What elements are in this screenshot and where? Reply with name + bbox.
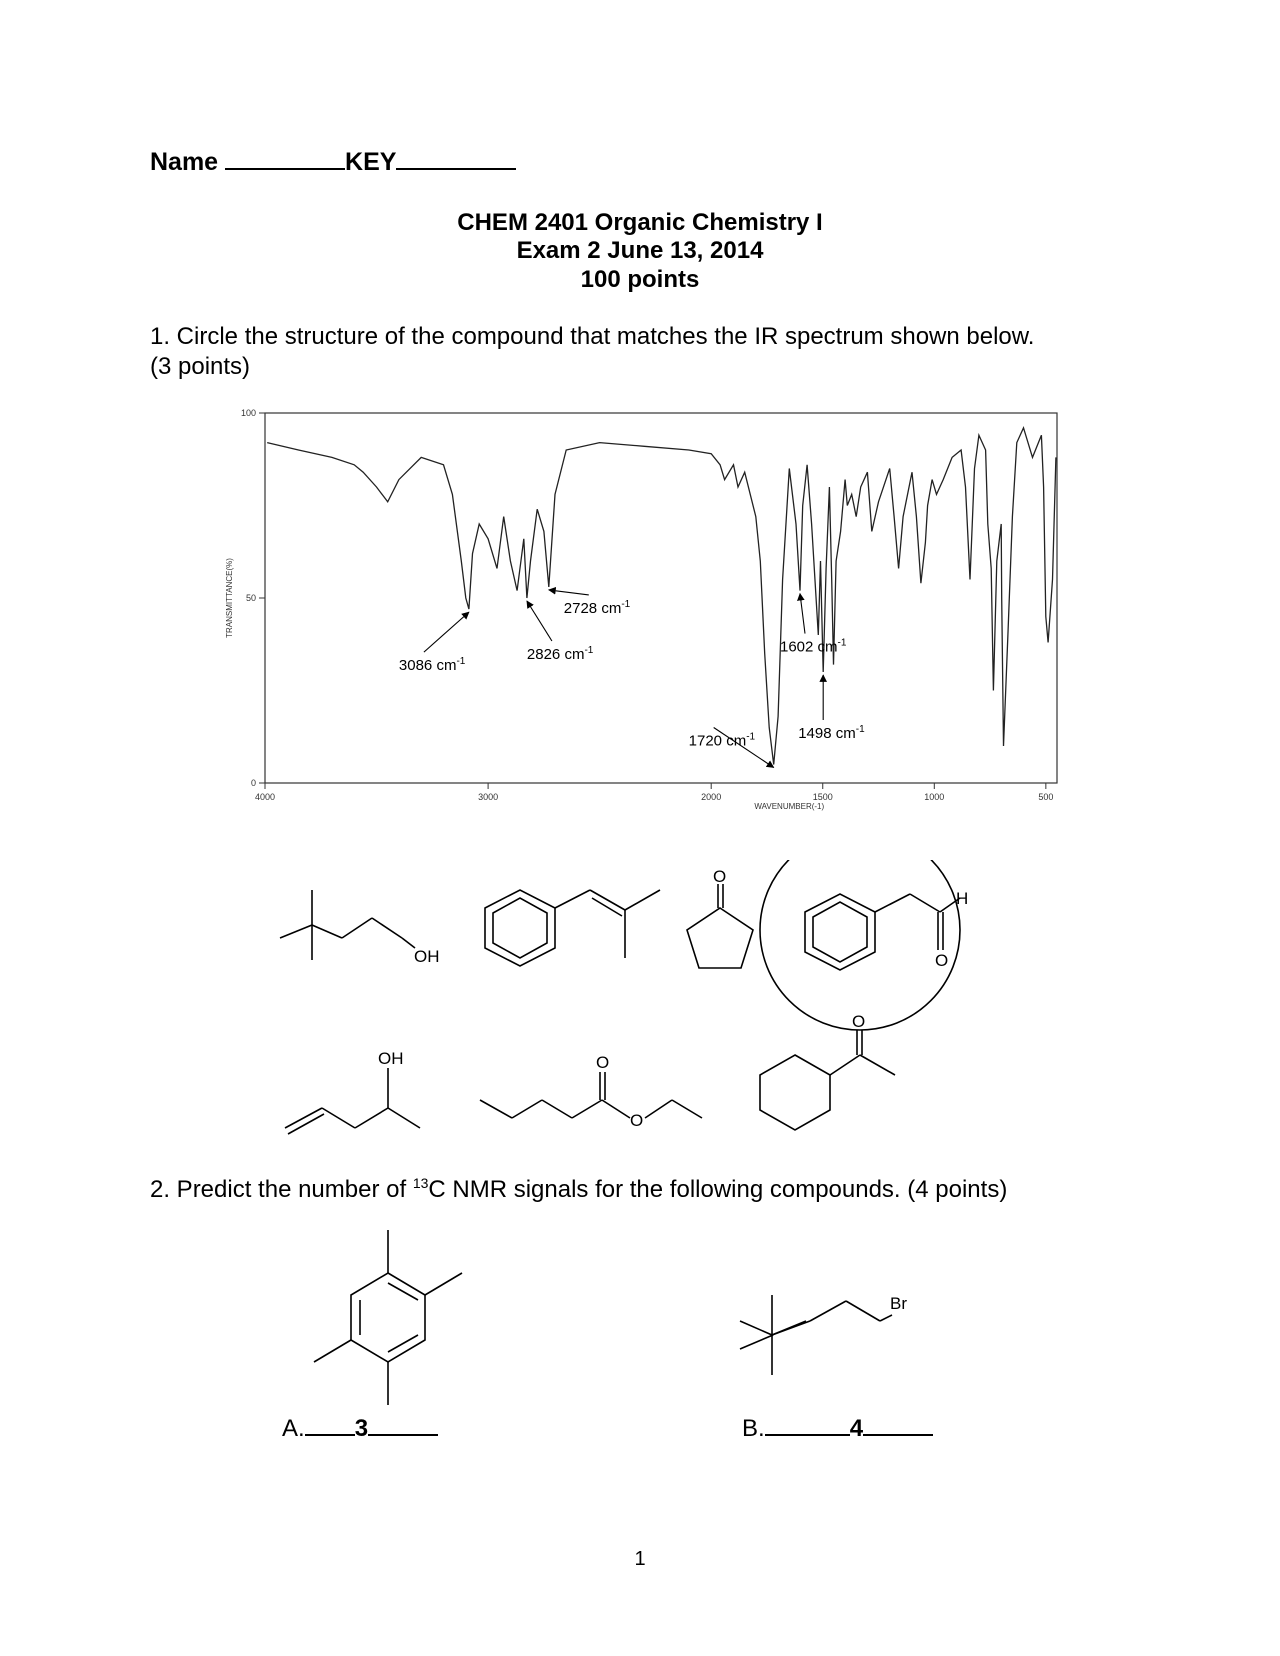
question-2-suffix: C NMR signals for the following compounds. (4 points) [428,1176,1008,1203]
course-title: CHEM 2401 Organic Chemistry I [457,209,823,236]
x-tick-label-2: 2000 [701,792,722,802]
annotation-label-3: 1720 $cm^{-1}$ [688,731,756,750]
answer-b-label: B. [742,1415,765,1442]
answer-a-blank-left [305,1412,355,1436]
annotation-label-1: 2826 $cm^{-1}$ [526,645,594,663]
annotation-label-2: 2728 $cm^{-1}$ [563,598,631,617]
q1-structures [260,860,1020,1175]
label-o-aldehyde: O [935,951,949,970]
answer-b-blank-right [863,1412,933,1436]
answer-a [282,1412,438,1443]
exam-date: Exam 2 June 13, 2014 [516,237,764,264]
answer-a-label: A. [282,1415,305,1442]
answer-b [742,1412,933,1443]
annotation-label-4: 1602 $cm^{-1}$ [779,637,847,656]
annotation-label-5: 1498 $cm^{-1}$ [798,724,865,742]
ir-axes [225,408,1053,811]
y-tick-label-2: 0 [250,778,256,788]
structure-cyclopentanone[interactable] [687,884,753,968]
x-tick-label-5: 500 [1038,792,1054,802]
ir-spectrum-chart [220,405,1070,815]
structure-cyclohexyl-ketone[interactable] [760,1030,895,1130]
answer-a-blank-right [368,1412,438,1436]
structure-phenylacetaldehyde[interactable] [760,860,960,1030]
name-value: KEY [345,148,397,176]
y-axis-label: TRANSMITTANCE(%) [225,558,234,638]
x-tick-label-0: 4000 [254,792,276,802]
annotation-arrow-0 [424,612,469,652]
annotation-arrow-2 [549,590,589,595]
structure-ethyl-pentanoate[interactable] [480,1072,702,1118]
answer-a-value: 3 [354,1415,369,1442]
structure-phenyl-alkene[interactable] [485,890,660,966]
label-o-ester-carbonyl: O [596,1053,610,1072]
label-o-ketone-2: O [852,1012,866,1031]
answer-b-value: 4 [849,1415,864,1442]
question-1-text: 1. Circle the structure of the compound that matches the IR spectrum shown below. [150,323,1035,350]
question-2-prefix: 2. Predict the number of [150,1176,413,1203]
name-label: Name [150,148,219,176]
structure-pentenol[interactable] [285,1068,420,1134]
label-h-aldehyde: H [956,889,969,908]
x-tick-label-1: 3000 [478,792,499,802]
label-oh-2: OH [378,1049,404,1068]
label-oh-1: OH [414,947,440,966]
plot-frame [265,413,1057,783]
label-br: Br [890,1294,907,1313]
name-blank-left [225,146,345,170]
annotation-label-0: 3086 $cm^{-1}$ [398,656,466,675]
structure-bromide [740,1295,892,1375]
x-tick-label-3: 1500 [812,792,833,802]
label-o-ester: O [630,1111,644,1130]
x-tick-label-4: 1000 [924,792,945,802]
ir-annotations [399,590,865,768]
page-number: 1 [634,1548,646,1570]
name-blank-right [396,146,516,170]
q2-structures [290,1225,950,1415]
y-tick-label-1: 50 [245,593,256,603]
x-axis-label: WAVENUMBER(-1) [754,802,825,811]
label-o-ketone: O [713,867,727,886]
structure-durene [314,1230,462,1405]
answer-b-blank-left [765,1412,850,1436]
annotation-arrow-1 [527,601,552,641]
structure-dimethylbutanol[interactable] [280,890,415,960]
ir-spectrum-line [267,428,1056,765]
y-tick-label-0: 100 [240,408,256,418]
annotation-arrow-4 [800,594,805,634]
name-line [150,146,516,177]
total-points: 100 points [580,266,700,293]
question-1-points: (3 points) [150,353,251,380]
question-2-superscript: 13 [412,1175,429,1191]
question-2-text [150,1168,1007,1205]
